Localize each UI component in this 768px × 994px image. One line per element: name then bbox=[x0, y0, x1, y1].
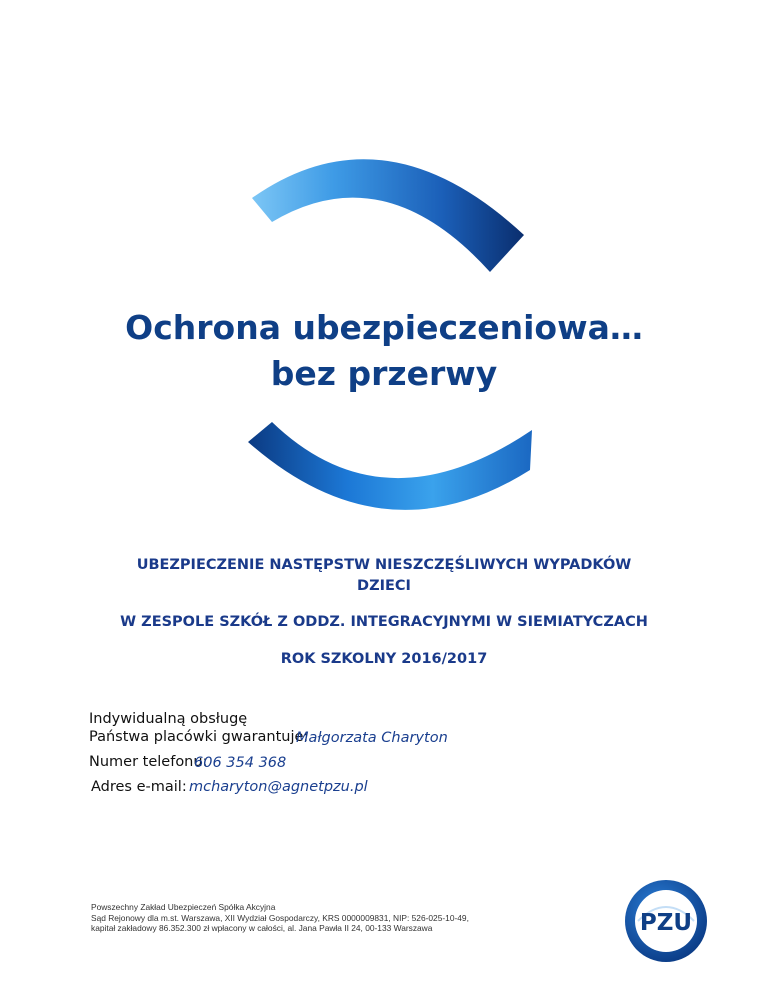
phone-value: 606 354 368 bbox=[194, 755, 287, 771]
headline-line-1: Ochrona ubezpieczeniowa… bbox=[125, 308, 643, 347]
top-arc-icon bbox=[252, 159, 524, 272]
svg-text:PZU: PZU bbox=[639, 910, 693, 936]
bottom-arc-icon bbox=[248, 422, 532, 510]
subtitle-line-2: DZIECI bbox=[357, 578, 411, 594]
subtitle-line-1: UBEZPIECZENIE NASTĘPSTW NIESZCZĘŚLIWYCH WYPADKÓW bbox=[136, 557, 632, 573]
subtitle-line-4: ROK SZKOLNY 2016/2017 bbox=[280, 651, 488, 667]
footer-line-1: Powszechny Zakład Ubezpieczeń Spółka Akcyjna bbox=[91, 902, 276, 912]
footer-line-3: kapitał zakładowy 86.352.300 zł wpłacony w całości, al. Jana Pawła II 24, 00-133 Warszawa bbox=[91, 923, 433, 933]
pzu-logo bbox=[624, 879, 708, 963]
phone-label: Numer telefonu: bbox=[89, 754, 208, 770]
footer-legal bbox=[91, 902, 469, 934]
agent-name: Małgorzata Charyton bbox=[296, 730, 448, 746]
service-label-line-2: Państwa placówki gwarantuje: bbox=[89, 729, 309, 745]
subtitle-line-3: W ZESPOLE SZKÓŁ Z ODDZ. INTEGRACYJNYMI W SIEMIATYCZACH bbox=[120, 614, 648, 630]
headline-line-2: bez przerwy bbox=[270, 354, 498, 393]
email-label: Adres e-mail: bbox=[91, 779, 187, 795]
service-label-line-1: Indywidualną obsługę bbox=[89, 711, 248, 727]
email-value: mcharyton@agnetpzu.pl bbox=[189, 779, 368, 795]
footer-line-2: Sąd Rejonowy dla m.st. Warszawa, XII Wydział Gospodarczy, KRS 0000009831, NIP: 526-025-10-49, bbox=[91, 912, 469, 923]
